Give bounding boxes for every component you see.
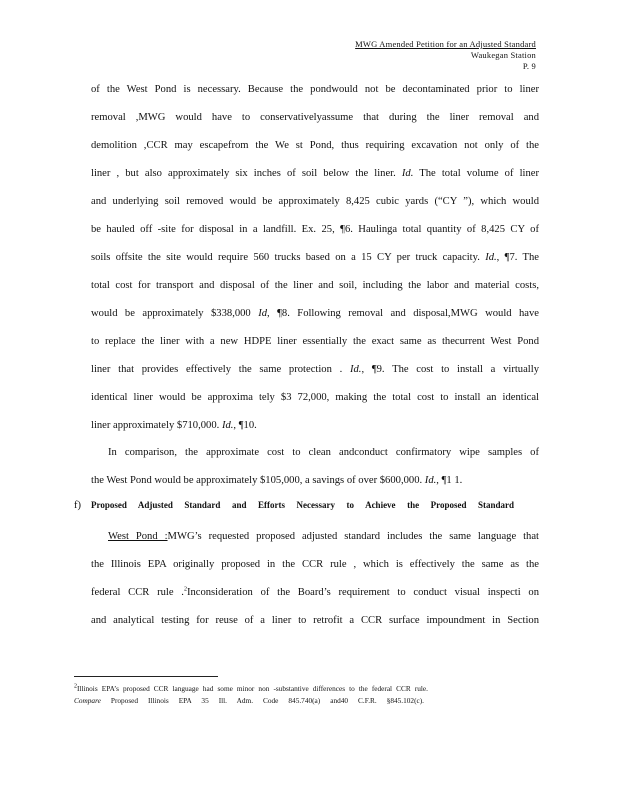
footnote-divider bbox=[74, 676, 218, 677]
text-line: soils offsite the site would require 560 trucks based on a 15 CY per truck capacity. Id., ¶7. The bbox=[91, 252, 539, 263]
text-line: be hauled off -site for disposal in a landfill. Ex. 25, ¶6. Haulinga total quantity of 8,425 CY of bbox=[91, 224, 539, 235]
footnote-reference: 2 bbox=[183, 586, 187, 593]
text-line: demolition ,CCR may escapefrom the We st Pond, thus requiring excavation not only of the bbox=[91, 140, 539, 151]
footnote-line: Compare Proposed Illinois EPA 35 Ill. Adm. Code 845.740(a) and40 C.F.R. §845.102(c). bbox=[74, 696, 424, 705]
running-header-station: Waukegan Station bbox=[470, 50, 536, 60]
text-line: the West Pond would be approximately $105,000, a savings of over $600,000. Id., ¶1 1. bbox=[91, 475, 463, 486]
section-marker: f) bbox=[74, 500, 81, 511]
text-line: to replace the liner with a new HDPE liner essentially the exact same as thecurrent West Pond bbox=[91, 336, 539, 347]
text-line: would be approximately $338,000 Id, ¶8. Following removal and disposal,MWG would have bbox=[91, 308, 540, 319]
text-line: the Illinois EPA originally proposed in the CCR rule , which is effectively the same as the bbox=[91, 559, 539, 570]
running-header-title: MWG Amended Petition for an Adjusted Standard bbox=[355, 39, 536, 49]
text-line: liner , but also approximately six inches of soil below the liner. Id. The total volume of liner bbox=[91, 168, 539, 179]
text-line: In comparison, the approximate cost to clean andconduct confirmatory wipe samples of bbox=[108, 447, 539, 458]
text-line: total cost for transport and disposal of the liner and soil, including the labor and material costs, bbox=[91, 280, 539, 291]
section-heading-text: Proposed Adjusted Standard and Efforts Necessary to Achieve the Proposed Standard bbox=[91, 500, 514, 510]
page-number: P. 9 bbox=[522, 61, 536, 71]
text-line: liner approximately $710,000. Id., ¶10. bbox=[91, 420, 257, 431]
text-line: of the West Pond is necessary. Because the pondwould not be decontaminated prior to liner bbox=[91, 84, 539, 95]
text-line: removal ,MWG would have to conservativelyassume that during the liner removal and bbox=[91, 112, 539, 123]
text-line: federal CCR rule .$^2$Inconsideration of the Board’s requirement to conduct visual inspecti on bbox=[91, 586, 539, 598]
text-line: and underlying soil removed would be approximately 8,425 cubic yards (“CY ”), which would bbox=[91, 196, 539, 207]
text-line: and analytical testing for reuse of a liner to retrofit a CCR surface impoundment in Section bbox=[91, 615, 539, 626]
text-line: West Pond :MWG’s requested proposed adjusted standard includes the same language that bbox=[108, 531, 539, 542]
text-line: liner that provides effectively the same protection . Id., ¶9. The cost to install a virtually bbox=[91, 364, 539, 375]
text-line: identical liner would be approxima tely $3 72,000, making the total cost to install an identical bbox=[91, 392, 539, 403]
footnote-line: $^2$Illinois EPA’s proposed CCR language had some minor non -substantive differences to the federal CCR rule. bbox=[74, 683, 428, 693]
